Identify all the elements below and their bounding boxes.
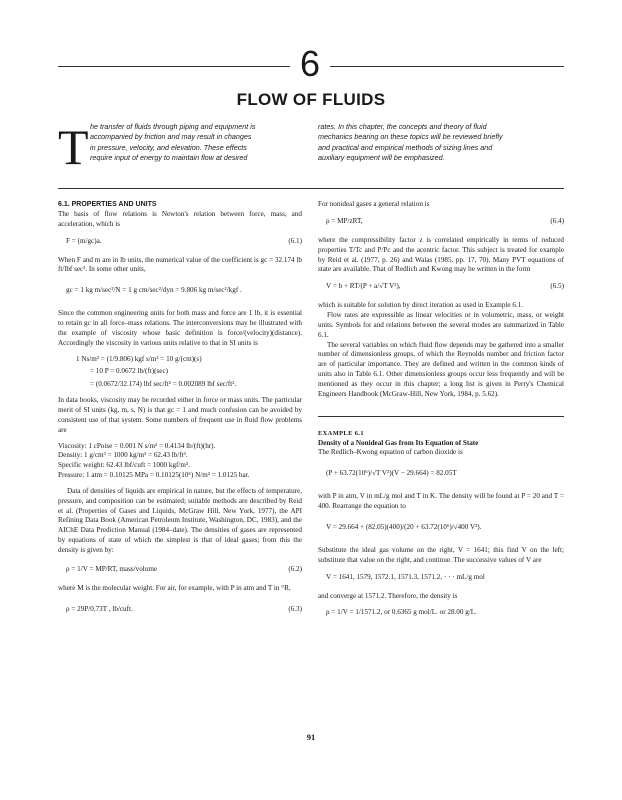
intro-left (90, 122, 300, 164)
equation-text: V = 1641, 1579, 1572.1, 1571.3, 1571.2, · · · mL/g mol (326, 572, 485, 581)
intro-rule (58, 188, 564, 189)
example-title: Density of a Nonideal Gas from Its Equation of State (318, 438, 479, 447)
unit-list-item: Specific weight: 62.43 lbf/cuft = 1000 kgf/m³. (58, 461, 190, 470)
example-equation (318, 465, 564, 485)
example-equation (318, 573, 564, 585)
equation-text: gc = 1 kg m/sec²/N = 1 g cm/sec²/dyn = 9.806 kg m/sec²/kgf . (66, 286, 242, 295)
equation-text: ρ = MP/zRT, (326, 216, 363, 225)
paragraph: which is suitable for solution by direct iteration as used in Example 6.1. (318, 301, 524, 310)
equation-number: (6.1) (288, 236, 302, 245)
equation (58, 601, 302, 621)
paragraph: Flow rates are expressible as linear velocities or in volumetric, mass, or weight units. Symbols for and relations between the several modes are summarized in Table 6.1. (318, 311, 564, 339)
paragraph: Since the common engineering units for both mass and force are 1 lb, it is essential to retain gc in all force–mass relations. The interconversions may be illustrated with the example of viscosity whose basic definition is force/(velocity)(distance). Accordingly the viscosity in various units relative to that in SI units is (58, 309, 302, 347)
paragraph: where M is the molecular weight. For air, for example, with P in atm and T in °R, (58, 583, 291, 592)
unit-list (58, 442, 302, 481)
equation-text: V = 29.664 + (82.05)(400)/(20 + 63.72(10⁶)/√400 V²). (326, 522, 482, 531)
example-label: EXAMPLE 6.1 (318, 429, 364, 437)
equation-number: (6.4) (550, 216, 564, 225)
paragraph: Data of densities of liquids are empirical in nature, but the effects of temperature, pressure, and composition can be estimated; suitable methods are described by Reid et al. (Properties of Gases and Liquids, McGraw Hill, New York, 1977), the API Refining Data Book (American Petroleum Institute, Washington, DC, 1983), and the AIChE Data Prediction Manual (1984–date). The densities of gases are represented by equations of state of which the simplest is that of ideal gases; from this the density is given by: (58, 486, 302, 554)
example-text: and converge at 1571.2. Therefore, the density is (318, 591, 458, 600)
header-rule-right (330, 66, 564, 67)
equation-number: (6.2) (288, 564, 302, 573)
paragraph: The basis of flow relations is Newton's relation between force, mass, and acceleration, which is (58, 209, 302, 228)
intro-dropcap: T (58, 119, 89, 175)
chapter-title: FLOW OF FLUIDS (236, 90, 386, 109)
equation (58, 282, 302, 302)
header-rule-left (58, 66, 290, 67)
example-rule (318, 416, 564, 417)
paragraph: where the compressibility factor z is correlated empirically in terms of reduced properties T/Tc and P/Pc and the acentric factor. This subject is treated for example by Reid et al. (1977, p. 26) and Walas (1985, pp. 17, 70). Many PVT equations of state are available. That of Redlich and Kwong may be written in the form (318, 235, 564, 274)
left-column (58, 200, 302, 628)
equation-text: V = b + RT/(P + a/√T V²), (326, 282, 401, 291)
equation (318, 217, 564, 229)
unit-list-item: Density: 1 g/cm³ = 1000 kg/m³ = 62.43 lb/ft³. (58, 451, 188, 460)
unit-list-item: Pressure: 1 atm = 0.10125 MPa = 0.10125(10⁶) N/m² = 1.0125 bar. (58, 471, 250, 480)
example-text: Substitute the ideal gas volume on the right, V = 1641; this find V on the left; substitute that value on the right, and continue. The successive values of V are (318, 545, 564, 564)
equation-text: ρ = 29P/0.73T , lb/cuft. (66, 604, 133, 613)
chapter-number: 6 (299, 43, 321, 84)
intro-left-line: require input of energy to maintain flow at desired (90, 153, 248, 163)
paragraph: In data books, viscosity may be recorded either in force or mass units. The particular merit of SI units (kg, m, s, N) is that gc = 1 and much confusion can be avoided by consistent use of that system. Some numbers of frequent use in fluid flow problems are (58, 396, 302, 434)
section-heading: 6.1. PROPERTIES AND UNITS (58, 201, 157, 208)
equation-text: F = (m/gc)a. (66, 236, 102, 245)
paragraph: When F and m are in lb units, the numerical value of the coefficient is gc = 32.174 lb ft/lbf sec². In some other units, (58, 255, 302, 274)
example-text: with P in atm, V in mL/g mol and T in K. The density will be found at P = 20 and T = 400. Rearrange the equation to (318, 492, 564, 511)
intro-left-line: accompanied by friction and may result in changes (90, 132, 252, 142)
unit-list-item: Viscosity: 1 cPoise = 0.001 N s/m² = 0.4134 lb/(ft)(hr). (58, 441, 216, 450)
equation-text: ρ = 1/V = 1/1571.2, or 0.6365 g mol/L. or 28.00 g/L. (326, 608, 477, 617)
intro-right-line: auxiliary equipment will be emphasized. (318, 153, 445, 163)
intro-left-line: in pressure, velocity, and elevation. These effects (90, 142, 247, 152)
conversion-line: 1 Ns/m² = (1/9.806) kgf s/m² = 10 g/(cm)(s) (76, 354, 202, 363)
equation (58, 237, 302, 249)
equation-text: (P + 63.72(10⁶)/√T V²)(V − 29.664) = 82.05T (326, 469, 457, 478)
equation (58, 565, 302, 577)
conversion-line: = (0.0672/32.174) lbf sec/ft² = 0.002089 lbf sec/ft². (90, 380, 237, 389)
intro-right (318, 122, 568, 164)
example-equation (318, 608, 564, 620)
intro-right-line: and practical and empirical methods of sizing lines and (318, 142, 493, 152)
paragraph: For nonideal gases a general relation is (318, 200, 430, 208)
equation-number: (6.5) (550, 282, 564, 291)
conversion-line: = 10 P = 0.0672 lb/(ft)(sec) (90, 367, 168, 376)
right-column (318, 200, 564, 627)
example-text: The Redlich–Kwong equation of carbon dioxide is (318, 448, 463, 457)
intro-left-line: he transfer of fluids through piping and equipment is (90, 122, 256, 131)
equation-number: (6.3) (288, 604, 302, 613)
page-number: 91 (306, 732, 316, 742)
example-equation (318, 519, 564, 539)
paragraph: The several variables on which fluid flow depends may be gathered into a smaller number of dimensionless groups, of which the Reynolds number and friction factor are of particular importance. They are defined and written in the common kinds of units also in Table 6.1. Other dimensionless groups occur less frequently and will be mentioned as they occur in this chapter; a long list is given in Perry's Chemical Engineers Handbook (McGraw-Hill, New York, 1984, p. 5.62). (318, 340, 564, 398)
intro-right-line: rates. In this chapter, the concepts and theory of fluid (318, 122, 487, 131)
equation (318, 282, 564, 294)
viscosity-conversions (76, 355, 302, 391)
equation-text: ρ = 1/V = MP/RT, mass/volume (66, 564, 158, 573)
intro-right-line: mechanics bearing on these topics will be reviewed briefly (318, 132, 503, 142)
